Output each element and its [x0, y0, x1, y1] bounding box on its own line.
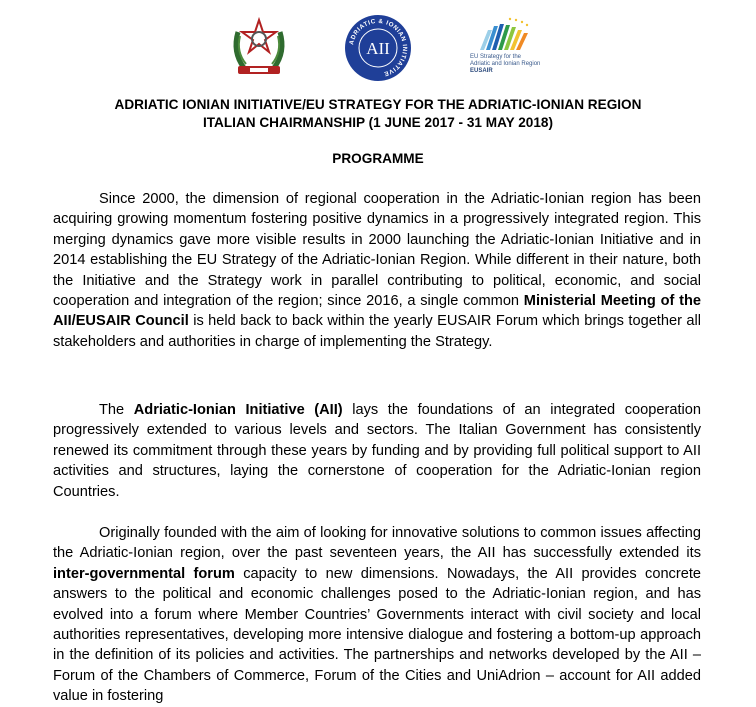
italian-republic-emblem-icon [228, 12, 290, 78]
emphasis-text: inter-governmental forum [53, 565, 235, 582]
emphasis-text: Adriatic-Ionian Initiative (AII) [133, 402, 343, 418]
paragraph-text: The [99, 402, 134, 418]
paragraph-regional-cooperation [53, 189, 701, 352]
paragraph-text: Originally founded with the aim of looking for innovative solutions to common issues affecting the Adriatic-Ionian region, over the past seventeen years, the AII has successfully extended its [53, 525, 701, 562]
logo-bar [0, 8, 756, 88]
eusair-caption-line2: Adriatic and Ionian Region [470, 61, 541, 67]
eusair-wave-icon [470, 16, 590, 54]
aii-center-text: AII [366, 39, 390, 58]
eusair-logo [470, 16, 590, 86]
paragraph-aii-foundations [53, 400, 701, 502]
aii-ring-text: ADRIATIC & IONIAN INITIATIVE [348, 17, 409, 78]
eusair-caption-line1: EU Strategy for the [470, 54, 522, 60]
adriatic-ionian-initiative-logo-icon [344, 14, 412, 82]
paragraph-text: Since 2000, the dimension of regional cooperation in the Adriatic-Ionian region has been acquiring growing momentum fostering positive dynamics in a progressively integrated region. This merging dynamics gave more visible results in 2000 launching the Adriatic-Ionian Initiative and in 2014 establishing the EU Strategy of the Adriatic-Ionian Region. While different in their nature, both the Initiative and the Strategy work in parallel contributing to political, economic, and social cooperation and integration of the region; since 2016, a single common [53, 191, 701, 310]
emphasis-text: Ministerial Meeting of the AII/EUSAIR Council [53, 293, 701, 330]
paragraph-text: capacity to new dimensions. Nowadays, the AII provides concrete answers to the political and economic challenges posed to the Adriatic-Ionian region, and has evolved into a forum where Member Countries’ Governments interact with civil society and local authorities representatives, developing more intensive dialogue and fostering a bottom-up approach in the definition of its policies and activities. The partnerships and networks developed by the AII – Forum of the Chambers of Commerce, Forum of the Cities and UniAdrion – account for AII added value in fostering [53, 565, 701, 705]
section-title: PROGRAMME [332, 151, 424, 166]
eusair-brand: EUSAIR [470, 68, 493, 74]
document-title-line1: ADRIATIC IONIAN INITIATIVE/EU STRATEGY FOR THE ADRIATIC-IONIAN REGION [114, 97, 642, 112]
paragraph-text: is held back to back within the yearly EUSAIR Forum which brings together all stakeholders and authorities in charge of implementing the Strategy. [53, 313, 701, 350]
paragraph-aii-evolution [53, 523, 701, 707]
eusair-caption [470, 54, 590, 75]
document-title-line2: ITALIAN CHAIRMANSHIP (1 JUNE 2017 - 31 MAY 2018) [202, 115, 554, 130]
paragraph-text: lays the foundations of an integrated cooperation progressively extended to various levels and sectors. The Italian Government has consistently renewed its commitment through these years by funding and by providing full political support to AII activities and structures, laying the cornerstone of cooperation for the Adriatic-Ionian region Countries. [53, 402, 702, 500]
